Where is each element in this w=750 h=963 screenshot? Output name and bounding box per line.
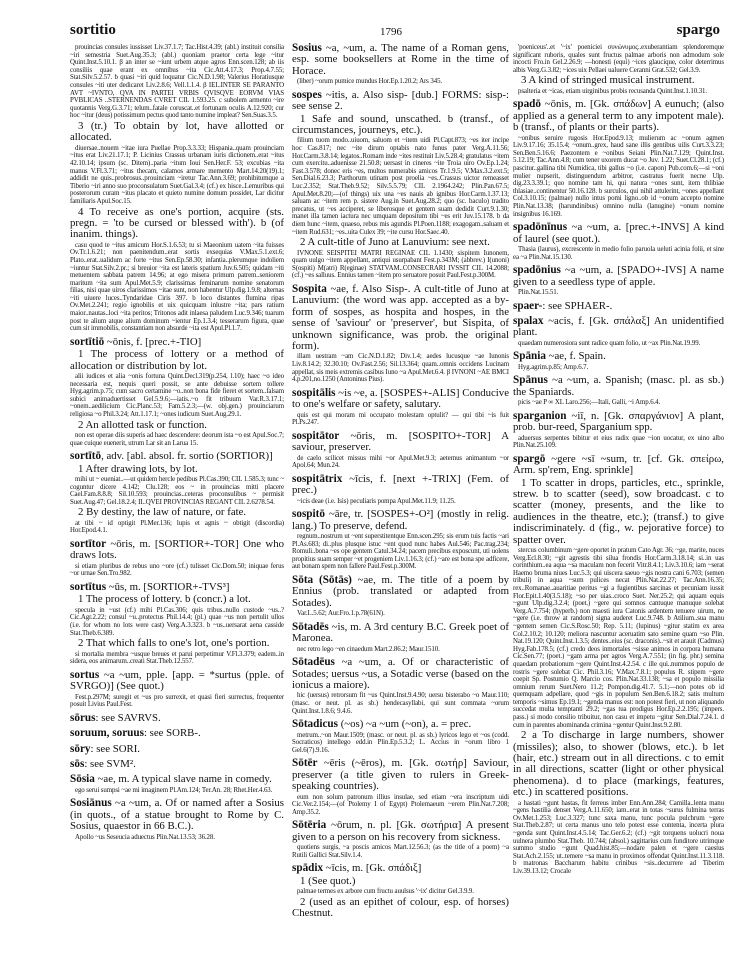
- headword: Sōta (Sōtās): [292, 573, 352, 586]
- dictionary-entry: [292, 474, 509, 505]
- sense-definition: 4 To receive as one's portion, acquire (sts. pregn. = 'to be cursed or blessed with'). b (of inanim. things).: [70, 205, 284, 241]
- dictionary-entry: [513, 411, 724, 450]
- entry-grammar: ~ūs, m. [SORTIOR+-TVS³]: [106, 581, 230, 593]
- headword: sortītō: [70, 450, 102, 463]
- entry-grammar: ~a ~um, a. [prec.+-INVS] A kind of laurel (see quot.).: [513, 221, 724, 245]
- dictionary-entry: [292, 575, 509, 618]
- citations: quaedam numerosiora sunt radice quam folio, ut ~ax Plin.Nat.19.99.: [518, 339, 701, 347]
- entry-grammar: ~itis, a. Also sisp- [dub.] FORMS: sisp-: see sense 2.: [292, 88, 509, 113]
- entry-grammar: ~a, ~um, a. The name of a Roman gens, esp. some booksellers at Rome in the time of Horace.: [292, 42, 509, 77]
- entry-heading: [70, 582, 284, 593]
- entry-grammar: ~ae, m. A typical slave name in comedy.: [94, 773, 272, 786]
- headword: sortītiō: [70, 335, 105, 348]
- citations: quis est qui moram mi occupato molestam optulit? — qui tibi ~is fuit Pl.Ps.247.: [292, 411, 509, 427]
- entry-heading: [70, 713, 284, 724]
- sense-definition: 2 That which falls to one's lot, one's portion.: [78, 637, 270, 650]
- headword: spargō: [513, 452, 546, 465]
- entry-heading: [513, 265, 724, 288]
- citations: ~icis deae (i.e. Isis) peculiaris pompa Apul.Met.11.9; 11.25.: [297, 497, 456, 505]
- headword: Spānia: [513, 350, 546, 363]
- citations: de caelo scilicet missus mihi ~or Apul.Met.9.3; aeternus animantum ~or Apol.64; Mun.24.: [292, 454, 509, 470]
- entry-heading: [292, 863, 509, 874]
- entry-grammar: ~a ~um, a. Of or characteristic of Sotades; uersus ~us, a Sotadic verse (based on the ionicus a maiore).: [292, 656, 509, 691]
- sense-definition: 1 (See quot.): [300, 874, 356, 887]
- headword: Sosius: [292, 42, 322, 54]
- citations: alii iudices et alia ~onis fortuna Quint.Decl.319(p.254, l.10); haec ~o ideo necessaria est, nequis queri possit, se ante debuisse sortem tollere Hyg.agrim.p.75; cum sacro certamine ~o..non bona fide fieret et sortem..falsam subici animaduertisset Gel.5.9.6;—iatis..~o fit tribuum Var.R.3.17.1; ~onem..aedilicium Cic.Planc.53; Fam.5.2.3;—(w. obj.gen.) prouinciarum religiosa ~o Phil.3.24; Att.1.17.1; ~ones iudicum Suet.Aug.29.1.: [70, 373, 284, 419]
- entry-heading: [70, 774, 284, 785]
- entry-heading: [292, 90, 509, 113]
- citations: metrum..~on Maur.1509; (masc. or neut. pl. as sb.) lyricos lego et ~os (codd. Socraticos) intellego edd.in Plin.Ep.5.3.2; L. Accius in ~orum libro 1 Gel.6(7).9.16.: [292, 731, 509, 754]
- citations: 'poeniceus'..et '~ix' poeniciei συνώνυμος..exuberantiam splendoremque significant ruboris, quales sunt fructus palmae arboris non admodum sole incocti Fro.in Gel.2.26.9; —honesti (equi) ~ices glaucique, color deterrimus albis Verg.G.3.82; ~ices uix Pellaei ualuere Ceranni Grat.532; Gel.3.9.: [513, 44, 724, 74]
- entry-heading: [70, 728, 284, 739]
- sense-definition: 2 (used as an epithet of colour, esp. of horses) Chestnut.: [292, 895, 509, 920]
- citations: aduersus serpentes bibitur et eius radix quae ~ion uocatur, ex uino albo Plin.Nat.25.109.: [513, 434, 724, 450]
- column-right: [513, 43, 724, 880]
- dictionary-entry: [70, 744, 284, 755]
- entry-grammar: ~ōrum, n. pl. [Gk. σωτήρια] A present given to a person on his recovery from sickness.: [292, 819, 509, 843]
- headword: Sōtadēs: [292, 620, 329, 633]
- citations: Apollo ~us Seseucia aduectus Plin.Nat.13.53; 36.28.: [75, 833, 215, 841]
- headword: sōry: [70, 742, 91, 755]
- citations: illam uestram ~am Cic.N.D.1.82; Div.1.4; aedes lucusque ~ae Iunonis Liv.8.14.2; 32.30.10; Ov.Fast.2.56; Sil.13.364; quam..omnis occidens Lucinam appellat, sis meis extremis casibus Iuno ~a Apul.Met.6.4. β IVNONI ~AE BMCI 4.p.201,no.1250 (Antoninus Pius).: [292, 353, 509, 384]
- dictionary-entry: [513, 99, 724, 218]
- entry-grammar: : see SORI.: [90, 742, 140, 755]
- citations: filium tuom modo..uiuom, saluom et ~item uidi Pl.Capt.873; ~es iter incipe hoc Cas.817; nec ~ite dirum optabis nato funus pater Verg.A.11.56; Hor.Carm.3.8.14; legatos..Romam inde ~ites restituit Liv.5.28.4; gratulatus ~item cum exercitu..aduenisse 21.50.8; uersast in cineres ~ite Troia uiro Ov.Ep.1.24; Fast.3.578; donec eris ~es, multos numerabis amicos Tr.1.9.5; V.Max.3.2.ext.5; Sen.Dial.6.23.3; Parthorum utinam post proelia ~es..Crassus uictor remeasset Luc.2.352; Stat.Theb.9.52; Silv.5.5.79; CIL 2.1964.242; Plin.Pan.67.5; Apul.Met.8.20;—(of things) uix una ~es nauis ab ignibus Hor.Carm.1.37.13; saluam ac ~item rem p. sistere Aug.in Suet.Aug.28.2; quo (sc. baculo) tradito precatus, ut ~es acciperet, se liberosque et gentem suam dedidit Curt.9.1.30; manet illa tamen iactura nec umquam depositum tibi ~es erit Juv.15.178. b da diem hunc ~item, quaeso, rebus mis agundis Pl.Poen.1188; exagogam..saluam et ~item Rud.631; ~es..uita Culex 39; ~ite cursu Hor.Saec.40.: [292, 137, 509, 236]
- dictionary-entry: [292, 758, 509, 816]
- entry-heading: [70, 670, 284, 693]
- headword: spadōnīnus: [513, 221, 568, 234]
- dictionary-entry: [513, 454, 724, 876]
- citations: Fest.p.297M; suregit et ~us pro surrexit, et quasi fieri surrectus, frequenter posuit Livius Paul.Fest.: [70, 693, 284, 709]
- headword: Spānus: [513, 374, 548, 387]
- guide-word-left: sortitio: [70, 22, 116, 38]
- sense-definition: 2 An allotted task or function.: [78, 418, 207, 431]
- citations: at tibi ~ id optigit Pl.Mer.136; lupis et agnis ~ obtigit (discordia) Hor.Epod.4.1.: [70, 519, 284, 535]
- entry-heading: [513, 222, 724, 245]
- citations: psalteria et ~icas, etiam uirginibus probis recusanda Quint.Inst.1.10.31.: [518, 87, 708, 95]
- citations: ego serui sumpsi ~ae mi imaginem Pl.Am.124; Ter.An. 28; Rhet.Her.4.63.: [75, 786, 273, 794]
- dictionary-entry: [292, 388, 509, 427]
- citations: si etiam pluribus de rebus uno ~ore (cf.) tulisset Cic.Dom.50; iniquae ferus ~or urnae Sen.Tro.982.: [70, 562, 284, 578]
- entry-grammar: ~a ~um, a. Of or named after a Sosius (in quots., of a statue brought to Rome by C. Sosius, quaestor in 66 B.C.).: [70, 797, 284, 833]
- entry-heading: [292, 820, 509, 843]
- citations: stercus columbinum ~gere oportet in pratum Cato Agr. 36; ~ge, marite, nuces Verg.Ecl.8.30; ~git agrestis tibi silua frondis Hor.Carm.3.18.14; si..in uas corinthium..ea aqua ~sa maculam non fecerit Vitr.8.4.1; Liv.3.10.6; iam ~serat Haemo bruma niues Luc.5.3; qui uiscera saeuo ~gis nostra cani 6.703; (semen tribuli) in aqua ~sum pulices necat Plin.Nat.22.27; Tac.Ann.16.35; rex..Romanae..auaritiae peritus ~gi a fugientibus sarcinas et pecuniam iussit Flor.Epit.1.40(3.5.18); ~so per uias..croco Suet. Ner.25.2; qui aquam equis ~gunt Ulp.dig.3.2.4; (poet.) ~gere qui somnos cantuque manuque solebat Verg.A.7.754; (hyperb.) non maesti iura Catonis ardentem tenuere uirum, ne ~gere (i.e. throw at random) signa auderet Luc.9.748. b Atilium..sua manu ~gentem semen Cic.S.Rosc.50; Rep. 5.11; (lupinus) ~gitur statim ex area Col.2.10.2; 10.120; meliora nascuntur aceruatim sato semine quam ~so Plin. Nat.19.120; Quint.Inst.1.3.5; dentes..eius (sc. draconis)..~sit et arauit (Cadmus) Hyg.Fab.178.5; (cf.) credo deos inmortales ~sisse animos in corpora humana Cic.Sen.77; (poet.) ~gam arma per agros Verg.A.7.551; (in fig. phr.) semina quaedam probationum ~gere Quint.Inst.4.2.54. c ille qui..nummos populo de rostris ~gere solebat Cic. Phil.3.16; V.Max.7.8.1; populus R. stipem ~gere coepit Sp. Postumio Q. Marcio cos. Plin.Nat.33.138; ~sa et populo missilia omnium rerum Suet.Nero 11.2; Pompon.dig.41.7. 5.1;—non potes ob id quemquam adpellare, quod ~gis in populum Sen.Ben.6.18.2; satis multum temporis ~simus Ep.19.1; ~genda manus est: non potest fieri, ut non aliquando succedat multa temptanti 29.2; ~gas tua prodigus Hor.Ep.2.2.195; (impers. pass.) si modo consilio tribuitur, non casu et impetu ~gitur Sen.Dial.7.24.1. d cum in parentes abominanda crimina ~gentur Quint.Inst.9.2.80.: [513, 547, 724, 729]
- entry-grammar: ~āre, tr. [SOSPES+-O²] (mostly in relig. lang.) To preserve, defend.: [292, 508, 509, 532]
- sense-definition: 1 To scatter in drops, particles, etc., sprinkle, strew. b to scatter (seed), sow broadcast. c to scatter (money, presents, and the like to audiences in the theatre, etc.); (transf.) to give indiscriminately. d (fig., w. pejorative force) to spatter over.: [513, 476, 724, 546]
- dictionary-entry: [292, 719, 509, 754]
- headword: sōs: [70, 758, 85, 770]
- headword: Sosiānus: [70, 797, 112, 810]
- entry-grammar: ~is ~e, a. [SOSPES+-ALIS] Conducive to one's welfare or safety, salutary.: [292, 386, 509, 411]
- citations: nec retro lego ~en cinaedum Mart.2.86.2; Maur.1510.: [297, 645, 440, 653]
- entry-grammar: ~a ~um, a. Spanish; (masc. pl. as sb.) the Spaniards.: [513, 374, 724, 398]
- dictionary-entry: [513, 44, 724, 95]
- entry-grammar: ~iī, n. [Gk. σπαργάνιον] A plant, prob. bur-reed, Sparganium spp.: [513, 409, 724, 434]
- entry-heading: [70, 744, 284, 755]
- entry-grammar: ~gere ~sī ~sum, tr. [cf. Gk. σπείρω, Arm. sp'rem, Eng. sprinkle]: [513, 452, 724, 477]
- dictionary-entry: [292, 43, 509, 86]
- dictionary-entry: [292, 90, 509, 280]
- headword: sortus: [70, 668, 100, 681]
- dictionary-entry: [513, 375, 724, 406]
- headword: Sōtadēus: [292, 656, 335, 669]
- entry-grammar: ~a ~um, pple. [app. = *surtus (pple. of SVRGO)] (See quot.): [70, 668, 284, 693]
- entry-grammar: ~ēris (~ēros), m. [Gk. σωτήρ] Saviour, preserver (a title given to rulers in Greek-speaking countries).: [292, 757, 509, 793]
- entry-grammar: : see SORB-.: [143, 727, 201, 740]
- citations: palmae termes ex arbore cum fructu auulsus '~ix' dicitur Gel.3.9.9.: [297, 888, 474, 896]
- sense-definition: 2 By destiny, the law of nature, or fate.: [78, 506, 247, 519]
- entry-heading: [292, 474, 509, 497]
- sense-definition: 2 A cult-title of Juno at Lanuvium: see next.: [300, 236, 490, 249]
- entry-heading: [292, 719, 509, 730]
- citations: diuersae..nouem ~itae iura Puellae Prop.3.3.33; Hispania..quam prouinciam ~itus erat Liv.21.17.1; P. Licinius Crassus urbanam iuris dictionem..erat ~itus 42.10.14; ipsum (sc. Ditem)..paria ~itum Ioui Sen.Her.F. 53; excubias ~ita manus V.Fl.3.71; ~itus thecam, calamos armare memento Mart.14.20(19).1; addidit ne quis..probrosus..prouinciam ~iretur Tac.Ann.3.69; prohibitumque a Tiberio ~iri anno suo proconsulatum Suet.Gal.3.4; (cf.) ex hisce..Lemuribus qui posterorum curam ~itus placato et quieto numine domum possidet, Lar dicitur familiaris Apul.Soc.15.: [70, 144, 284, 205]
- entry-grammar: ~ae, f. Also Sisp-. A cult-title of Juno at Lanuvium: (the word was app. accepted as a by-form of sospes, as hospita and hospes, in the sense of 'saviour' or 'preserver', but Sispita, of unknown significance, was prob. the original form).: [292, 282, 509, 352]
- entry-grammar: , adv. [abl. absol. fr. sortio (SORTIOR)]: [101, 450, 273, 463]
- headword: Sōtadicus: [292, 718, 339, 731]
- sense-definition: 3 (tr.) To obtain by lot, have allotted or allocated.: [70, 119, 284, 144]
- entry-grammar: ~a ~um, a. [SPADO+-IVS] A name given to a seedless type of apple.: [513, 264, 724, 288]
- citations: eum non solum patronum illius insulae, sed etiam ~era inscriptum uidi Cic.Ver.2.154;—(of Ptolemy I of Egypt) Ptolemaeum ~erem Plin.Nat.7.208; Amp.35.2.: [292, 793, 509, 816]
- entry-grammar: ~ōnis, m. [Gk. σπάδων] A eunuch; (also applied as a general term to any impotent male). b (transf., of plants or their parts).: [513, 98, 724, 134]
- headword: soruum, soruus: [70, 727, 144, 740]
- entry-grammar: ~acis, f. [Gk. σπάλαξ] An unidentified plant.: [513, 314, 724, 339]
- dictionary-entry: [70, 582, 284, 666]
- dictionary-entry: [70, 728, 284, 739]
- headword: Sōsia: [70, 773, 95, 786]
- headword: sortītor: [70, 538, 107, 550]
- entry-heading: [292, 388, 509, 411]
- entry-heading: [292, 509, 509, 532]
- headword: sospitō: [292, 508, 325, 521]
- entry-grammar: : see SVM².: [84, 758, 136, 770]
- dictionary-entry: [70, 713, 284, 724]
- sense-definition: 1 After drawing lots, by lot.: [78, 462, 198, 475]
- page-number: 1796: [380, 26, 402, 38]
- entry-heading: [513, 351, 724, 362]
- entry-grammar: (~os) ~a ~um (~on), a. = prec.: [338, 718, 472, 731]
- entry-grammar: ~ae, f. Spain.: [545, 350, 606, 363]
- entry-grammar: ~ōnis, f. [prec.+-TIO]: [104, 335, 202, 348]
- entry-heading: [70, 798, 284, 832]
- citations: Hyg.agrim.p.85; Amp.6.7.: [518, 363, 589, 371]
- dictionary-entry: [513, 265, 724, 296]
- entry-heading: [292, 284, 509, 352]
- dictionary-entry: [70, 337, 284, 447]
- headword: sparganion: [513, 409, 567, 422]
- sense-definition: 1 The process of lottery or a method of allocation or distribution by lot.: [70, 348, 284, 372]
- dictionary-entry: [70, 759, 284, 770]
- sense-definition: 1 Safe and sound, unscathed. b (transf., of circumstances, journeys, etc.).: [292, 112, 509, 137]
- headword: sortītus: [70, 581, 107, 593]
- entry-heading: [292, 758, 509, 792]
- citations: IVNONE SEISPITEI MATRI REGINAE CIL 1.1430; sispitem Iunonem, quam uulgo ~item appellant, antiqui usurpabant Fest.p.343M; (abbrev.) I(unoni) S(ospiti) M(atri) R(eginae) STATVAM..CONSECRARI IVSSIT CIL 14.2088; (cf.) ~es salluus. Ennius tamen ~item pro seruatore posuit Paul.Fest.p.300M.: [292, 249, 509, 280]
- dictionary-entry: [513, 222, 724, 261]
- citations: specula in ~ust (cf.) mihi Pl.Cas.306; quis tribus..nullo custode ~us..? Cic.Agr.2.22; consul ~u..protectus Phil.14.4; (pl.) quae ~us non pertulit ullos (i.e. for whom no lots were cast) Verg.A.3.323. b ~us..uersarat aena casside Stat.Theb.6.389.: [70, 606, 284, 637]
- headword: Sospita: [292, 282, 327, 295]
- citations: Thasia (laurus), excrescente in medio folio paruola ueluti acinia folii, et sine ea ~a Plin.Nat.15.130.: [513, 245, 724, 261]
- citations: regnum..nostrum ut ~ent superstitentque Enn.scen.295; sis erum tuis factis ~ari Pl.As.683; di..plus plusque istuc ~ent quod nunc habes Aul.546; Pac.trag.234; Romuli..bona ~es ope gentem Catul.34.24; pacem precibus exposcunt, uti uolens propitius suam semper ~et progeniem Liv.1.16.3; (cf.) ~are est bona spe adficere, aut bonam spem non fallere Paul.Fest.p.300M.: [292, 532, 509, 571]
- dictionary-entry: [70, 670, 284, 709]
- citations: non est operae diis superis ad haec descendere: deorum ista ~o est Apul.Soc.7; quae cuique euenerit, utrum Lar sit an Larua 15.: [70, 432, 284, 447]
- citations: Var.L.5.62; Aur.Fro.1.p.78(61N).: [297, 610, 385, 618]
- entry-grammar: ~ōris, m. [SORTIOR+-TOR] One who draws lots.: [70, 538, 284, 562]
- dictionary-entry: [70, 44, 284, 333]
- sense-definition: 3 A kind of stringed musical instrument.: [521, 74, 695, 87]
- entry-heading: [70, 451, 284, 462]
- entry-grammar: ~ae, m. The title of a poem by Ennius (prob. translated or adapted from Sotades).: [292, 573, 509, 609]
- headword: spadō: [513, 98, 541, 111]
- headword: Sōtēr: [292, 757, 318, 770]
- dictionary-entry: [292, 509, 509, 571]
- entry-grammar: : see SAVRVS.: [95, 711, 161, 724]
- dictionary-entry: [292, 820, 509, 859]
- sense-definition: 2 a To discharge in large numbers, shower (missiles); also, to shower (blows, etc.). b let (hair, etc.) stream out in all directions. c to emit in all directions, scatter (light or other physical phenomena). d to place (markings, features, etc.) in scattered positions.: [513, 729, 724, 799]
- entry-heading: [513, 411, 724, 434]
- dictionary-entry: [70, 798, 284, 841]
- column-middle: [292, 43, 509, 924]
- citations: si mortalia membra ~usque breues et parui perpetimur V.Fl.3.379; eadem..in sidera, eos animarum..creati Stat.Theb.12.557.: [70, 650, 284, 666]
- entry-heading: [70, 539, 284, 562]
- citations: picis ~ae P ∞ XL Laro.256;—Itali, Galli, ~i Amp.6.4.: [518, 399, 661, 407]
- citations: ~onibus seruire rugosis Hor.Epod.9.13; mulierum ac ~onum agmen Liv.9.17.16; 35.15.4; ~onum..grex, haud sane illis gentibus uilis Curt.3.3.23; Sen.Ben.5.16.6; Paezontem e ~onibus Seiani Plin.Nat.7.129; Quint.Inst. 5.12.19; Tac.Ann.4.8; cum tener uxorem ducat ~o Juv. 1.22; Suet.Cl.28.1; (cf.) pascitur..gallina tibi Numidica, tibi gallus ~o (i.e. capon) Pub.com.6;—si ~oni mulier nupserit, distinguendum arbitror, castratus fuerit necne Ulp. dig.23.3.39.1; quo nomine tam hi, qui natura ~ones sunt, item thlibiae thlasiae..continentur 50.16.128. b surculos, qui nihil attulerint, ~ones appellant Col.3.10.15; (palmae) nullo intus pomi ligno..ob id ~onum accepto nomine Plin.Nat.13.38; (harundinibus) omnino nulla (lanugine) ~onum nomine insignibus 16.169.: [513, 134, 724, 218]
- entry-heading: [513, 375, 724, 398]
- entry-heading: [513, 99, 724, 133]
- citations: Plin.Nat.15.51.: [518, 288, 559, 296]
- headword: sospitālis: [292, 386, 336, 399]
- headword: sospes: [292, 88, 322, 101]
- headword: sospitātor: [292, 429, 340, 442]
- headword: sospitātrix: [292, 472, 343, 485]
- citations: casu quod te ~itus amicum Hor.S.1.6.53; tu si Maeonium uatem ~ita fuisses Ov.Tr.1.6.21; non paenitendum..erat sortis exsequias V.Max.5.1.ext.6; Plato..erat..ualidum ac forte ~itus Sen.Ep.58.30; infantia..plerumque indoliem ~iuntur Stat.Silv.2.pr.; si breuior ~ita est lateris spatium Juv.6.505; quidam ~iti metuentem sabbata patrem 14.96; at ego misera primum patrem..seniorem maritum ~ita sum Apul.Met.5.9; clarissimas feminarum nomine senatorum filias, nisi quae uiros clarissimos ~itae sunt, non habentur Ulp.dig.1.9.8; alternas ~iti uiuere luces..Tyndaridae Ciris 397. b loco distantes flumina ripas Ov.Met.2.241; regio ignobilis et uix quicquam inlustre ~ita; pars ratium maior..nautas..loci ~ita peritos; Tritonos adit inlaesa paludem Luc.9.346; tuarum post te alium atque alium dominum ~ientur Ep.1.3.4; tesserarum figura, quae cum sit immobilis, constantiam non absurde ~ita est Apul.Pl.1.7.: [70, 241, 284, 333]
- entry-heading: [513, 301, 724, 312]
- dictionary-entry: [70, 451, 284, 535]
- entry-heading: [70, 759, 284, 770]
- headword: spalax: [513, 314, 544, 327]
- entry-grammar: ~is, m. A 3rd century B.C. Greek poet of Maronea.: [292, 620, 509, 645]
- citations: mihi ut ~ eueniat..—ut quidem hercle pedibus Pl.Cas.390; CIL 1.585.3; tunc ~ coguntur dicere 4.142; Clu.128; eos ~ in prouincias mitti placere Cael.Fam.8.8.8; Sil.10.593; prouincias..ceteras proconsulibus ~ permisit Suet.Aug.47; Gel.18.2.4; II..QVEI PROVINCIAS REGANT CIL 2.6278.54.: [70, 476, 284, 506]
- dictionary-entry: [70, 539, 284, 578]
- dictionary-entry: [70, 774, 284, 794]
- guide-word-right: spargo: [676, 22, 720, 38]
- dictionary-entry: [292, 284, 509, 384]
- entry-grammar: ~īcis, f. [next +-TRIX] (Fem. of prec.): [292, 472, 509, 497]
- entry-heading: [292, 575, 509, 609]
- dictionary-entry: [292, 622, 509, 653]
- entry-heading: [70, 337, 284, 348]
- citations: hic (uersus) retrorsum fit ~us Quint.Inst.9.4.90; uersu bisterabo ~o Maur.110; (masc. or neut. pl. as sb.) hendecasyllabi, qui sunt commata ~orum Quint.Inst.1.8.6; 9.4.6.: [292, 692, 509, 715]
- entry-grammar: ~ōris, m. [SOSPITO+-TOR] A saviour, preserver.: [292, 429, 509, 454]
- dictionary-entry: [292, 657, 509, 715]
- entry-grammar: ~īcis, m. [Gk. σπάδιξ]: [323, 862, 422, 875]
- headword: spadōnius: [513, 264, 561, 277]
- headword: Sōtēria: [292, 819, 327, 832]
- entry-heading: [292, 431, 509, 454]
- entry-heading: [292, 43, 509, 77]
- dictionary-entry: [513, 351, 724, 371]
- citations: a hastati ~gunt hastas, fit ferreus imber Enn.Ann.284; Camilla..lenta manu ~gens hastilia denset Verg.A.11.650; iam..erat in totas ~surus fulmina terras Ov.Met.1.253; Luc.3.327; tunc saxa manu, tunc pocula pulchrum ~gere Stat.Theb.2.87; ut certa manus uno telo potest esse contenta, incerta plura ~genda sunt Quint.Inst.4.5.14; Tac.Ger.6.2; (cf.) ~git torquens uolucri noua uulnera plumbo Stat.Theb. 10.744; (absol.) sagittarius cum funditore utrimque summo studio ~gunt Quad.hist.85;—nodare palen et ~gere caestus Stat.Ach.2.155; ut..temere ~sa manu in proximos offendat Quint.Inst.11.3.118. b matronas Baccharum habitu crinibus ~sis..decurrere ad Tiberim Liv.39.13.12; Crocale: [513, 799, 724, 876]
- headword: spādix: [292, 862, 324, 875]
- headword: spaer-: [513, 299, 543, 312]
- entry-heading: [513, 454, 724, 477]
- entry-heading: [292, 657, 509, 691]
- entry-heading: [513, 316, 724, 339]
- dictionary-entry: [513, 301, 724, 312]
- headword: sōrus: [70, 711, 96, 724]
- column-left: [70, 43, 284, 845]
- entry-heading: [292, 622, 509, 645]
- entry-grammar: : see SPHAER-.: [542, 299, 613, 312]
- sense-definition: 1 The process of lottery. b (concr.) a lot.: [78, 593, 251, 606]
- dictionary-entry: [513, 316, 724, 347]
- citations: (liber) ~orum pumice mundus Hor.Ep.1.20.2; Ars 345.: [297, 78, 443, 86]
- dictionary-entry: [292, 431, 509, 470]
- citations: prouincias consules iussisset Liv.37.1.7; Tac.Hist.4.39; (abl.) instituit consilia ~iri semestria Suet.Aug.35.3; (abl.) quoniam praetor certa lege ~itur Quint.Inst.5.10.1. β an inter se ~iunt urbem atque agros Enn.scen.128; ab iis consiliis quae erant ex omnibus ~ita Cic.Att.4.17.3; Prop.4.7.55; Stat.Silv.5.2.57. b quasi ~iri quid loquatur Cic.N.D.1.98; Valerius Horatiusque consules ~iti uter dedicaret Liv.2.8.6; Vell.1.1.4. β IEI..INTER SE PARANTO AVT ~IVNTO, QVA IN PARTEI VRBIS QVISQVE EORVM VIAS PVBLICAS ..STERNENDAS CVRET CIL 1.593.25. c subolem armento ~ire quotannis Verg.G.3.71; telum..fatale coruscat..et fortunam oculis A.12.920; cur hoc ~itur (deus) potissimum pectus quod tanto numine impleat? Sen.Suas.3.5.: [70, 44, 284, 120]
- citations: quotiens surgis, ~a poscis amicos Mart.12.56.3; (as the title of a poem) ~a Rutili Gallici Stat.Silv.1.4.: [292, 844, 509, 859]
- dictionary-entry: [292, 863, 509, 919]
